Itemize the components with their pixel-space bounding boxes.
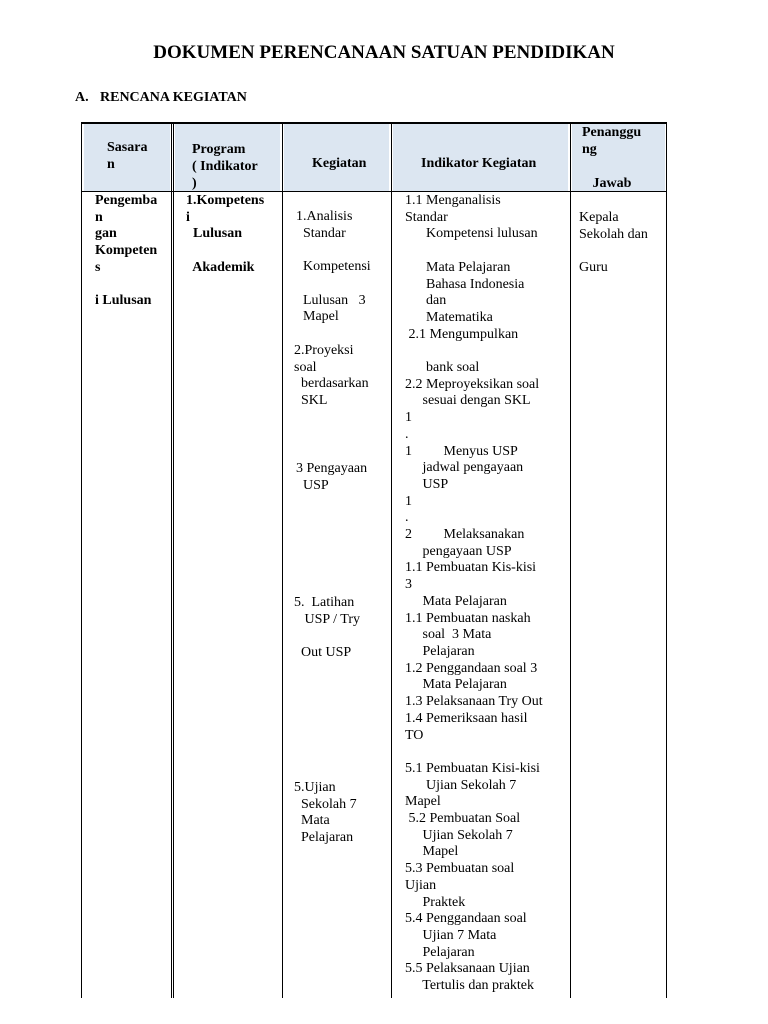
column-divider: [570, 122, 571, 998]
cell-program: 1.Kompetens i Lulusan Akademik: [186, 193, 265, 275]
column-divider: [173, 122, 174, 998]
header-penanggung-jawab: Penanggu ng Jawab: [582, 125, 642, 191]
rencana-kegiatan-table: [81, 122, 667, 1002]
cell-indikator-kegiatan: 1.1 Menganalisis Standar Kompetensi lulusan Mata Pelajaran Bahasa Indonesia dan Matematika 2.1 Mengumpulkan bank soal 2.2 Meproyeksikan soal sesuai dengan SKL 1 . 1 Menyus USP jadwal pengayaan USP 1 . 2 Melaksanakan pengayaan USP 1.1 Pembuatan Kis-kisi 3 Mata Pelajaran 1.1 Pembuatan naskah soal 3 Mata Pelajaran 1.2 Penggandaan soal 3 Mata Pelajaran 1.3 Pelaksanaan Try Out 1.4 Pemeriksaan hasil TO 5.1 Pembuatan Kisi-kisi Ujian Sekolah 7 Mapel 5.2 Pembuatan Soal Ujian Sekolah 7 Mapel 5.3 Pembuatan soal Ujian Praktek 5.4 Penggandaan soal Ujian 7 Mata Pelajaran 5.5 Pelaksanaan Ujian Tertulis dan praktek: [405, 193, 543, 994]
table-top-border: [81, 122, 667, 124]
cell-kegiatan-1: 1.Analisis Standar Kompetensi Lulusan 3 Mapel: [296, 209, 371, 325]
header-indikator-kegiatan: Indikator Kegiatan: [421, 156, 537, 171]
section-letter: A.: [75, 90, 89, 105]
cell-sasaran: Pengemba n gan Kompeten s i Lulusan: [95, 193, 158, 309]
column-divider: [171, 122, 172, 998]
cell-kegiatan-5: 5.Ujian Sekolah 7 Mata Pelajaran: [294, 780, 357, 846]
section-heading: [75, 90, 247, 106]
document-title: DOKUMEN PERENCANAAN SATUAN PENDIDIKAN: [153, 42, 615, 63]
header-program: Program ( Indikator ): [192, 142, 258, 191]
cell-penanggung-jawab: Kepala Sekolah dan Guru: [579, 210, 648, 276]
column-divider: [391, 122, 392, 998]
cell-kegiatan-2: 2.Proyeksi soal berdasarkan SKL: [294, 343, 369, 409]
header-kegiatan: Kegiatan: [312, 156, 367, 171]
table-right-border: [666, 122, 667, 998]
cell-kegiatan-3: 3 Pengayaan USP: [296, 461, 368, 493]
section-title: RENCANA KEGIATAN: [100, 90, 247, 105]
column-divider: [282, 122, 283, 998]
table-left-border: [81, 122, 82, 998]
header-sasaran: Sasara n: [107, 140, 148, 172]
cell-kegiatan-4: 5. Latihan USP / Try Out USP: [294, 595, 361, 661]
header-bottom-border: [81, 191, 667, 192]
